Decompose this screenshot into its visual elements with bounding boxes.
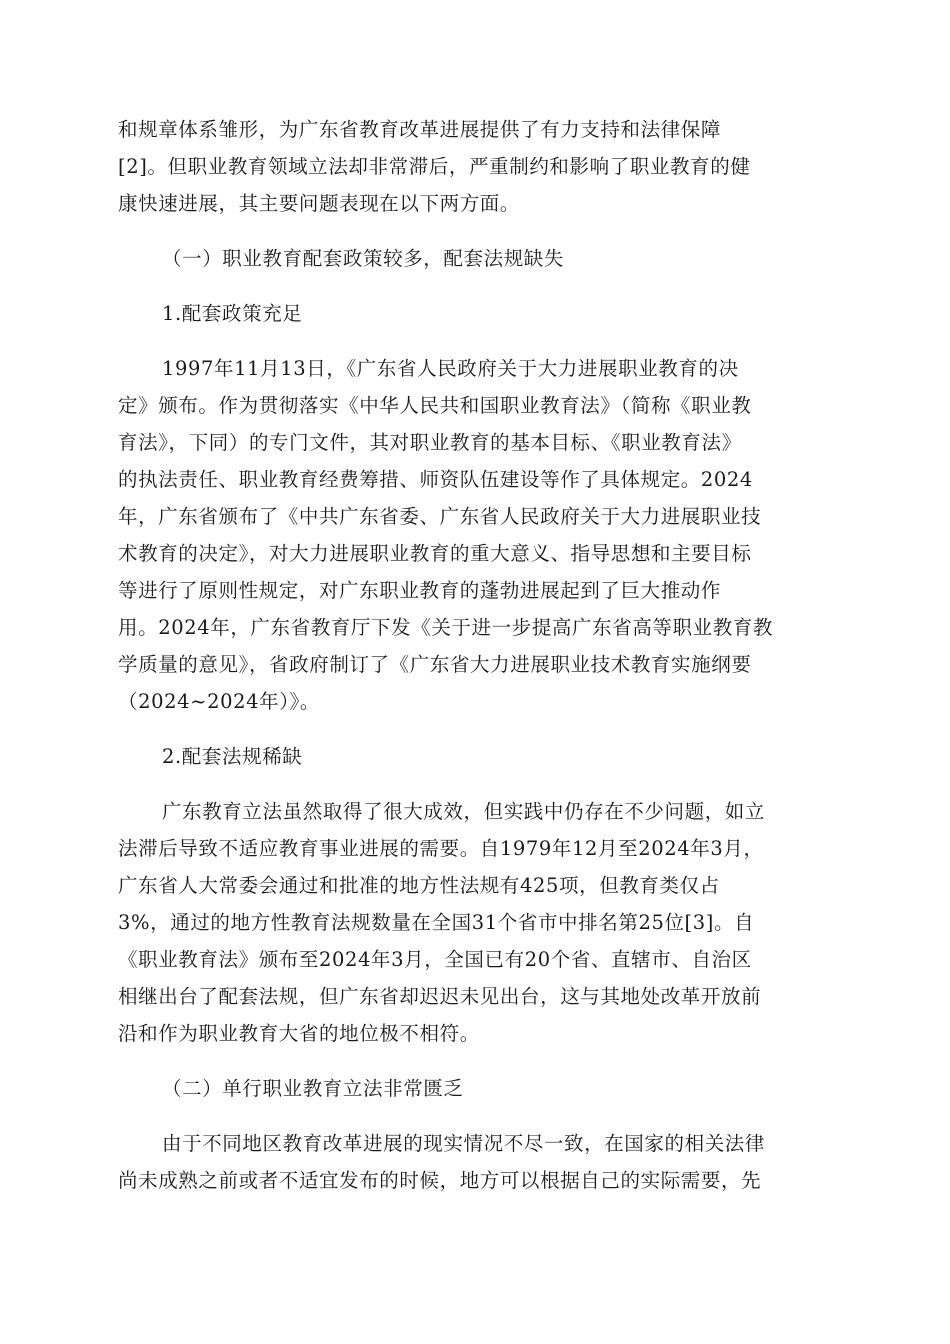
- subsection-heading: 1.配套政策充足: [162, 302, 303, 325]
- text-line: 3%，通过的地方性教育法规数量在全国31个省市中排名第25位[3]。自: [118, 911, 755, 934]
- text-line: 的执法责任、职业教育经费筹措、师资队伍建设等作了具体规定。2024: [118, 468, 753, 491]
- text-line: 和规章体系雏形，为广东省教育改革进展提供了有力支持和法律保障: [118, 118, 722, 141]
- text-line: 1997年11月13日，《广东省人民政府关于大力进展职业教育的决: [162, 357, 739, 380]
- text-line: 尚未成熟之前或者不适宜发布的时候，地方可以根据自己的实际需要，先: [118, 1169, 762, 1192]
- section-heading: （一）职业教育配套政策较多，配套法规缺失: [162, 247, 565, 270]
- text-line: [2]。但职业教育领域立法却非常滞后，严重制约和影响了职业教育的健: [118, 155, 751, 178]
- text-line: 康快速进展，其主要问题表现在以下两方面。: [118, 192, 521, 215]
- text-line: 学质量的意见》，省政府制订了《广东省大力进展职业技术教育实施纲要: [118, 653, 752, 676]
- subsection-heading: 2.配套法规稀缺: [162, 745, 303, 768]
- text-line: 用。2024年，广东省教育厅下发《关于进一步提高广东省高等职业教育教: [118, 616, 774, 639]
- text-line: 育法》，下同）的专门文件，其对职业教育的基本目标、《职业教育法》: [118, 431, 742, 454]
- text-line: 沿和作为职业教育大省的地位极不相符。: [118, 1022, 480, 1045]
- text-line: 由于不同地区教育改革进展的现实情况不尽一致，在国家的相关法律: [162, 1132, 766, 1155]
- text-line: 广东教育立法虽然取得了很大成效，但实践中仍存在不少问题，如立: [162, 800, 766, 823]
- text-line: 相继出台了配套法规，但广东省却迟迟未见出台，这与其地处改革开放前: [118, 985, 762, 1008]
- text-line: 术教育的决定》，对大力进展职业教育的重大意义、指导思想和主要目标: [118, 542, 752, 565]
- text-line: 《职业教育法》颁布至2024年3月，全国已有20个省、直辖市、自治区: [118, 948, 752, 971]
- section-heading: （二）单行职业教育立法非常匮乏: [162, 1077, 464, 1100]
- text-line: （2024~2024年）》。: [118, 690, 320, 713]
- text-line: 年，广东省颁布了《中共广东省委、广东省人民政府关于大力进展职业技: [118, 505, 762, 528]
- text-line: 等进行了原则性规定，对广东职业教育的蓬勃进展起到了巨大推动作: [118, 579, 722, 602]
- text-line: 广东省人大常委会通过和批准的地方性法规有425项，但教育类仅占: [118, 874, 720, 897]
- text-line: 法滞后导致不适应教育事业进展的需要。自1979年12月至2024年3月，: [118, 837, 764, 860]
- text-line: 定》颁布。作为贯彻落实《中华人民共和国职业教育法》（简称《职业教: [118, 394, 752, 417]
